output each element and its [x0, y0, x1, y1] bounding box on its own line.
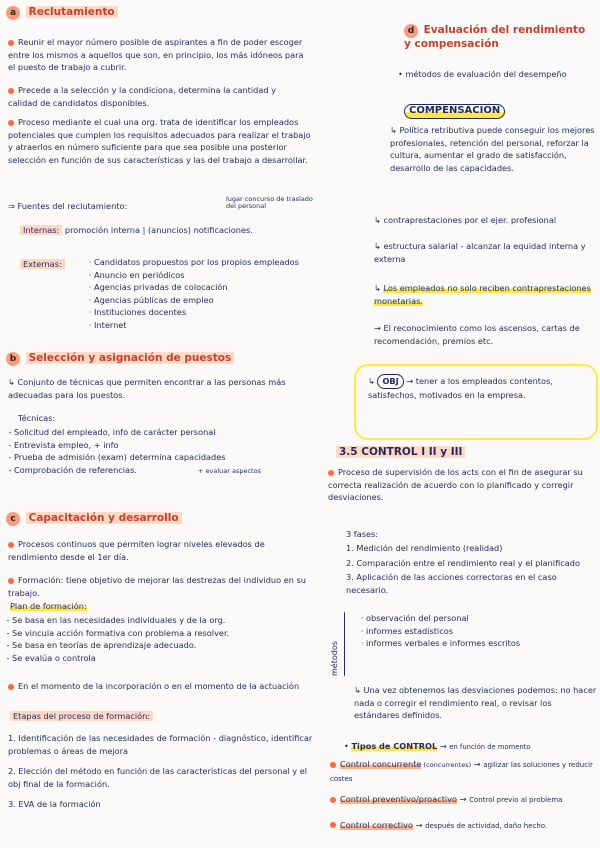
tipo-control-desc: agilizar las soluciones y reducir costes — [330, 761, 593, 783]
tipo-control-desc: después de actividad, daño hecho. — [425, 821, 548, 830]
section-c-p2: Formación: tiene objetivo de mejorar las destrezas del individuo en su trabajo. — [8, 575, 307, 598]
plan-item: - Se basa en las necesidades individuales y de la org. — [12, 614, 319, 627]
control-header — [336, 446, 465, 459]
compensacion-text: ↳ Política retributiva puede conseguir los mejores profesionales, retención del personal, reforzar la cultura, aumentar el grado de satisfacción, desarrollo de las capacidades. — [390, 125, 595, 173]
reconocimiento: → El reconocimiento como los ascensos, cartas de recomendación, premios etc. — [374, 323, 580, 346]
etapas-label: Etapas del proceso de formación: — [10, 710, 153, 723]
tipo-control-item — [330, 819, 600, 833]
arrow-right-icon: → — [413, 819, 426, 830]
tecnicas-item: - Entrevista empleo, + info — [14, 439, 306, 452]
etapa-item: 1. Identificación de las necesidades de formación - diagnóstico, identificar problemas o áreas de mejora — [8, 733, 313, 756]
bullet-dot-icon — [8, 542, 14, 548]
control-p1: Proceso de supervisión de los acts con el fin de asegurar su correcta realización de acuerdo con lo planificado y corregir desviaciones. — [328, 467, 583, 502]
section-a-header — [6, 6, 118, 20]
section-a-p3: Proceso mediante el cual una org. trata de identificar los empleados potenciales que cumplen los requisitos adecuados para realizar el trabajo y atraerlos en número suficiente para que sea posible una posterior selección en función de sus características y las del trabajo a desarrollar. — [8, 117, 311, 165]
internas-row: Internas: promoción interna | (anuncios) notificaciones. — [20, 224, 320, 237]
plan-item: - Se basa en teorías de aprendizaje adecuado. — [12, 639, 319, 652]
etapa-item: 2. Elección del método en función de las características del personal y el obj final de la formación. — [8, 766, 308, 789]
tipo-control-item — [330, 758, 600, 785]
metodos-brace — [344, 612, 345, 676]
bullet-dot-icon — [328, 470, 334, 476]
control-title: 3.5 CONTROL I II y III — [336, 446, 465, 458]
tipo-control-sub: (concurrentes) — [421, 761, 472, 769]
metodo-item: · informes verbales e informes escritos — [366, 637, 598, 650]
tipo-control-desc: Control previo al problema — [469, 796, 563, 804]
tipo-control-name: Control preventivo/proactivo — [340, 794, 458, 804]
no-solo-monetarias: ↳ Los empleados no solo reciben contraprestaciones monetarias. — [374, 283, 591, 306]
bullet-dot-icon — [8, 684, 14, 690]
badge-b: b — [6, 352, 20, 366]
externas-list — [80, 256, 315, 331]
plan-item: - Se vincula acción formativa con problema a resolver. — [12, 627, 319, 640]
bullet-dot-icon — [8, 120, 14, 126]
tipo-control-item — [330, 793, 600, 807]
metodo-item: · informes estadísticos — [366, 625, 598, 638]
arrow-return-icon: ↳ — [8, 377, 18, 387]
externas-item: · Candidatos propuestos por los propios empleados — [94, 256, 315, 269]
tecnicas-list — [6, 426, 306, 476]
section-c-title: Capacitación y desarrollo — [26, 512, 182, 524]
section-a-p2: Precede a la selección y la condiciona, determina la cantidad y calidad de candidatos disponibles. — [8, 85, 277, 108]
section-d-title: Evaluación del rendimiento y compensación — [404, 24, 586, 50]
fase-item: 2. Comparación entre el rendimiento real y el planificado — [346, 557, 580, 568]
externas-item: · Internet — [94, 319, 315, 332]
section-a-title: Reclutamiento — [26, 6, 118, 18]
bullet-dot-icon — [8, 578, 14, 584]
section-b-p1: ↳ Conjunto de técnicas que permiten encontrar a las personas más adecuadas para los puestos. — [8, 377, 286, 400]
plan-label: Plan de formación: — [10, 601, 87, 611]
section-b-title: Selección y asignación de puestos — [26, 352, 235, 364]
fuentes-note: lugar concurso de traslado del personal — [226, 195, 313, 210]
externas-item: · Instituciones docentes — [94, 306, 315, 319]
section-c-header — [6, 512, 182, 526]
fuentes-label: ⇒ Fuentes del reclutamiento: — [8, 201, 128, 211]
section-b-header — [6, 352, 234, 366]
badge-c: c — [6, 512, 20, 526]
bullet-dot-icon — [330, 762, 336, 768]
metodos-label: métodos — [330, 641, 339, 676]
tipo-control-name: Control correctivo — [340, 819, 413, 830]
desviaciones-text: ↳ Una vez obtenemos las desviaciones podemos: no hacer nada o corregir el rendimiento real, o revisar los estándares definidos. — [354, 685, 597, 720]
fase-item: 1. Medición del rendimiento (realidad) — [346, 543, 503, 553]
arrow-right-icon: → — [457, 794, 470, 804]
externas-item: · Agencias públicas de empleo — [94, 294, 315, 307]
plan-list — [4, 614, 319, 664]
tecnicas-item: - Prueba de admisión (exam) determina capacidades — [14, 451, 306, 464]
externas-label: Externas: — [20, 258, 65, 271]
tipos-header: • Tipos de CONTROL → en función de momento — [344, 741, 531, 751]
section-c-p3: En el momento de la incorporación o en el momento de la actuación — [8, 680, 313, 693]
etapas-list — [8, 732, 318, 819]
metodos-list — [352, 612, 598, 650]
contraprestaciones: ↳ contraprestaciones por el ejer. profesional — [374, 215, 557, 225]
plan-item: - Se evalúa o controla — [12, 652, 319, 665]
fases-list — [346, 542, 598, 598]
fases-label: 3 fases: — [346, 529, 379, 539]
tipos-list — [330, 758, 600, 844]
badge-a: a — [6, 6, 20, 20]
compensacion-label: COMPENSACIÓN — [404, 104, 505, 119]
tecnicas-label: Técnicas: — [18, 413, 56, 423]
section-c-p1: Procesos continuos que permiten lograr niveles elevados de rendimiento desde el 1er día. — [8, 539, 265, 562]
arrow-right-icon: ⇒ — [8, 201, 18, 211]
tecnicas-item: - Comprobación de referencias. — [14, 464, 306, 477]
tecnicas-item: - Solicitud del empleado, info de carácter personal — [14, 426, 306, 439]
bullet-dot-icon — [330, 822, 336, 828]
section-d-header — [404, 24, 594, 51]
bullet-dot-icon — [330, 797, 336, 803]
estructura-salarial: ↳ estructura salarial - alcanzar la equidad interna y externa — [374, 241, 586, 264]
externas-item: · Agencias privadas de colocación — [94, 281, 315, 294]
externas-item: · Anuncio en periódicos — [94, 269, 315, 282]
arrow-right-icon: → — [471, 759, 484, 769]
bullet-dot-icon — [8, 88, 14, 94]
tipo-control-name: Control concurrente — [340, 759, 422, 769]
metodos-evaluacion: • métodos de evaluación del desempeño — [398, 69, 567, 79]
tecnicas-note: + evaluar aspectos — [198, 467, 261, 475]
fase-item: 3. Aplicación de las acciones correctoras en el caso necesario. — [346, 572, 557, 595]
section-a-p1: Reunir el mayor número posible de aspirantes a fin de poder escoger entre los mismos a aquellos que son, en principio, los más idóneos para el puesto de trabajo a cubrir. — [8, 37, 304, 72]
etapa-item: 3. EVA de la formación — [8, 799, 101, 809]
obj-text: ↳ OBJ → tener a los empleados contentos, satisfechos, motivados en la empresa. — [368, 376, 553, 400]
metodo-item: · observación del personal — [366, 612, 598, 625]
badge-d: d — [404, 24, 418, 38]
bullet-dot-icon — [8, 40, 14, 46]
